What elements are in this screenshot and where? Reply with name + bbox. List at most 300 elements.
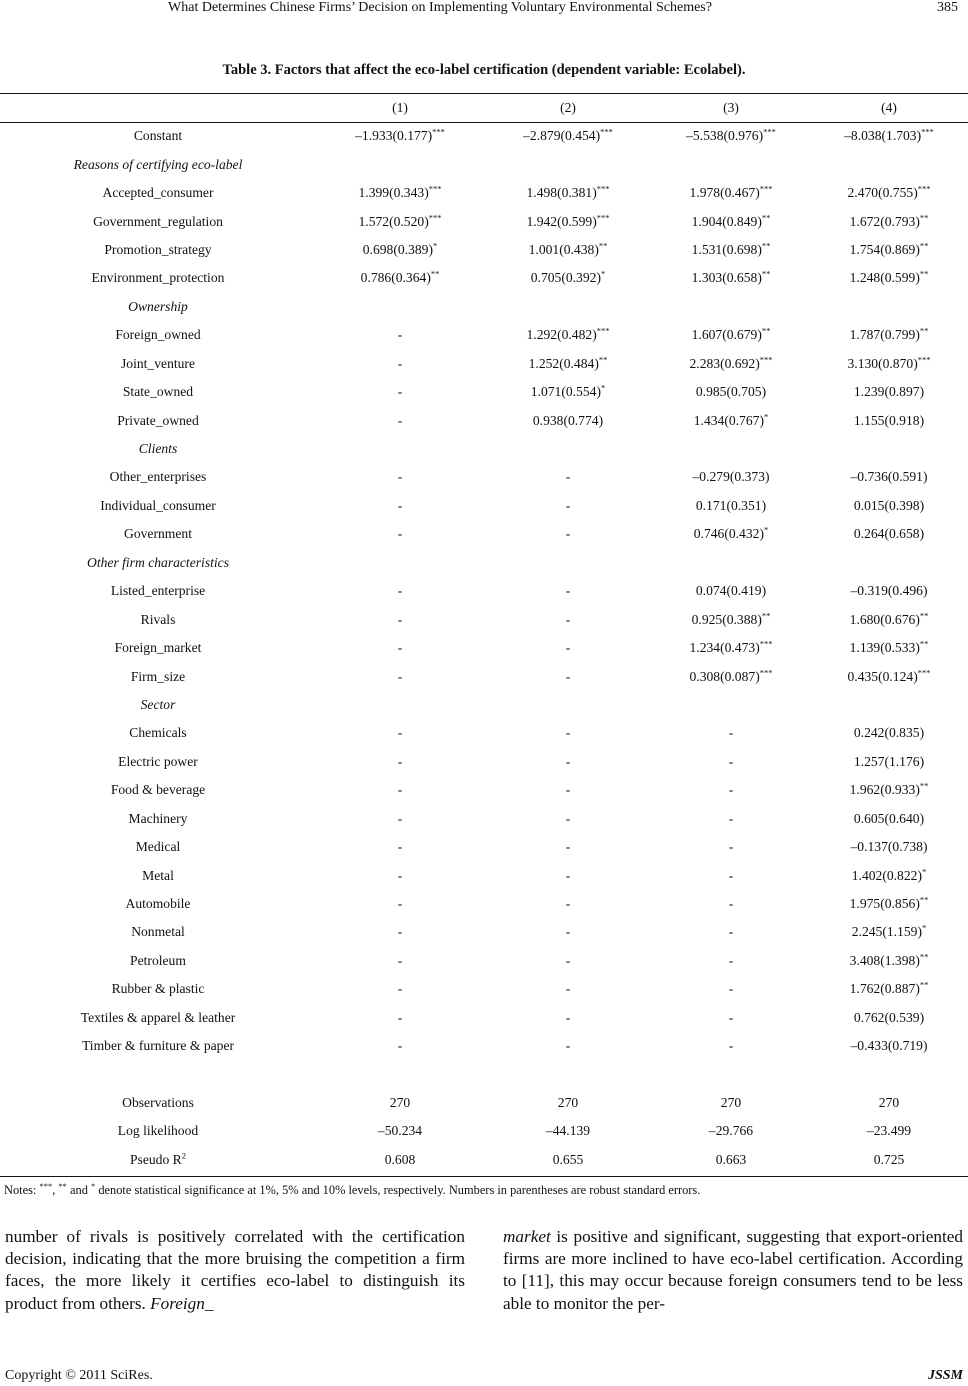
coefficient-cell <box>316 605 484 633</box>
coefficient-cell <box>316 1117 484 1145</box>
cell-value: - <box>565 753 571 769</box>
section-label <box>0 549 316 577</box>
row-label <box>0 1032 316 1060</box>
cell-value: 1.904(0.849) <box>691 213 762 229</box>
row-label-text: Government_regulation <box>93 213 223 229</box>
coefficient-cell <box>652 918 810 946</box>
coefficient-cell <box>652 805 810 833</box>
row-label-text: Rivals <box>140 611 176 627</box>
cell-value: - <box>565 497 571 513</box>
cell-value: 1.531(0.698) <box>691 241 762 257</box>
cell-value: 1.434(0.767) <box>693 412 764 428</box>
coefficient-cell <box>652 492 810 520</box>
coefficient-cell <box>316 1004 484 1032</box>
section-label <box>0 435 316 463</box>
cell-value: - <box>397 725 403 741</box>
cell-value: - <box>397 327 403 343</box>
row-label <box>0 1088 316 1116</box>
significance-marker: * <box>763 411 769 422</box>
row-label-text: Ownership <box>128 298 188 314</box>
significance-marker: * <box>763 524 769 535</box>
coefficient-cell <box>810 492 968 520</box>
coefficient-cell <box>652 1004 810 1032</box>
coefficient-cell <box>316 122 484 150</box>
coefficient-cell <box>316 236 484 264</box>
row-label-text: Government <box>124 526 192 542</box>
coefficient-cell <box>652 1032 810 1060</box>
cell-value: –50.234 <box>377 1123 423 1139</box>
coefficient-cell <box>316 833 484 861</box>
row-label-text: Other_enterprises <box>109 469 207 485</box>
table-row <box>0 236 968 264</box>
cell-value: 270 <box>720 1094 742 1110</box>
cell-value: - <box>397 640 403 656</box>
coefficient-cell <box>652 748 810 776</box>
cell-value: 1.234(0.473) <box>689 640 760 656</box>
coefficient-cell <box>810 378 968 406</box>
coefficient-cell <box>316 805 484 833</box>
significance-marker: *** <box>596 212 610 222</box>
coefficient-cell <box>810 122 968 150</box>
row-label-text: Automobile <box>125 896 191 912</box>
coefficient-cell <box>484 975 652 1003</box>
coefficient-cell <box>810 776 968 804</box>
significance-marker: *** <box>917 183 931 194</box>
cell-value: –8.038(1.703) <box>844 128 922 144</box>
copyright: Copyright © 2011 SciRes. <box>5 1368 153 1383</box>
cell-value: –0.433(0.719) <box>850 1038 928 1054</box>
cell-value: - <box>565 1038 571 1054</box>
cell-value: 1.572(0.520) <box>358 213 429 229</box>
cell-value: 2.470(0.755) <box>847 185 918 201</box>
cell-value: 1.001(0.438) <box>528 241 599 257</box>
cell-value: 1.787(0.799) <box>849 327 920 343</box>
coefficient-cell <box>652 1145 810 1173</box>
coefficient-cell <box>810 833 968 861</box>
cell-value: –5.538(0.976) <box>686 128 764 144</box>
cell-value: –44.139 <box>545 1123 591 1139</box>
cell-value: 1.071(0.554) <box>530 384 601 400</box>
cell-value: 0.608 <box>384 1151 416 1167</box>
coefficient-cell <box>810 207 968 235</box>
significance-marker: *** <box>428 183 442 194</box>
coefficient-cell <box>810 634 968 662</box>
row-label <box>0 1145 316 1173</box>
row-label-text: Listed_enterprise <box>110 583 206 599</box>
coefficient-cell <box>316 776 484 804</box>
empty-cell <box>652 435 810 463</box>
table-row <box>0 406 968 434</box>
cell-value: - <box>397 526 403 542</box>
cell-value: 3.130(0.870) <box>847 355 918 371</box>
body-column-right <box>503 1226 963 1315</box>
cell-value: - <box>565 640 571 656</box>
empty-cell <box>652 150 810 178</box>
coefficient-cell <box>484 662 652 690</box>
row-label <box>0 520 316 548</box>
cell-value: - <box>397 896 403 912</box>
coefficient-cell <box>316 520 484 548</box>
notes-sig-10pct: * <box>91 1180 96 1191</box>
coefficient-cell <box>652 605 810 633</box>
cell-value: 2.283(0.692) <box>689 355 760 371</box>
coefficient-cell <box>652 463 810 491</box>
significance-marker: *** <box>917 354 931 365</box>
cell-value: 0.746(0.432) <box>693 526 764 542</box>
table-row <box>0 378 968 406</box>
cell-value: 0.435(0.124) <box>847 668 918 684</box>
coefficient-cell <box>316 207 484 235</box>
cell-value: 1.978(0.467) <box>689 185 760 201</box>
row-label <box>0 861 316 889</box>
significance-marker: ** <box>761 268 771 279</box>
cell-value: 1.257(1.176) <box>853 753 925 769</box>
coefficient-cell <box>484 605 652 633</box>
cell-value: 0.655 <box>552 1151 584 1167</box>
row-label <box>0 947 316 975</box>
coefficient-cell <box>484 719 652 747</box>
body-italic-term: Foreign_ <box>150 1293 214 1313</box>
significance-marker: *** <box>596 325 610 336</box>
table-caption: Table 3. Factors that affect the eco-label certification (dependent variable: Ecolabel). <box>222 62 746 78</box>
significance-marker: ** <box>919 610 929 621</box>
coefficient-cell <box>652 207 810 235</box>
row-label <box>0 378 316 406</box>
row-label-text: Rubber & plastic <box>111 981 205 997</box>
significance-marker: *** <box>917 667 931 677</box>
notes-sig-1pct: *** <box>39 1180 53 1191</box>
cell-value: 1.292(0.482) <box>526 327 597 343</box>
cell-value: - <box>397 952 403 968</box>
coefficient-cell <box>652 634 810 662</box>
significance-marker: ** <box>598 354 608 365</box>
significance-marker: *** <box>763 126 776 137</box>
cell-value: –0.736(0.591) <box>850 469 928 485</box>
coefficient-cell <box>652 975 810 1003</box>
cell-value: 0.308(0.087) <box>689 668 760 684</box>
row-label <box>0 350 316 378</box>
column-header: (2) <box>560 100 576 115</box>
cell-value: - <box>397 810 403 826</box>
cell-value: 0.663 <box>715 1151 747 1167</box>
significance-marker: ** <box>761 240 771 251</box>
cell-value: - <box>728 1038 734 1054</box>
significance-marker: * <box>921 866 927 877</box>
empty-cell <box>810 293 968 321</box>
cell-value: 0.762(0.539) <box>853 1009 925 1025</box>
body-paragraph <box>503 1226 963 1315</box>
row-label-text: Food & beverage <box>110 782 206 798</box>
coefficient-cell <box>484 947 652 975</box>
coefficient-cell <box>484 1088 652 1116</box>
coefficient-cell <box>810 947 968 975</box>
significance-marker: ** <box>761 610 771 621</box>
cell-value: - <box>397 668 403 684</box>
coefficient-cell <box>652 350 810 378</box>
coefficient-cell <box>652 236 810 264</box>
row-label <box>0 1004 316 1032</box>
significance-marker: ** <box>919 638 929 649</box>
row-label-text: Other firm characteristics <box>87 554 229 570</box>
notes-text: denote statistical significance at 1%, 5% and 10% levels, respectively. Numbers in parentheses are robust standard errors. <box>95 1183 701 1197</box>
coefficient-cell <box>810 1088 968 1116</box>
row-label <box>0 207 316 235</box>
empty-cell <box>652 549 810 577</box>
coefficient-cell <box>810 662 968 690</box>
coefficient-cell <box>316 577 484 605</box>
cell-value: - <box>728 867 734 883</box>
body-column-left <box>5 1226 465 1315</box>
cell-value: –29.766 <box>708 1123 754 1139</box>
cell-value: - <box>397 867 403 883</box>
row-label-text: Environment_protection <box>91 270 225 286</box>
section-label <box>0 293 316 321</box>
cell-value: 1.754(0.869) <box>849 241 920 257</box>
coefficient-cell <box>810 719 968 747</box>
significance-marker: ** <box>919 212 929 222</box>
row-label <box>0 634 316 662</box>
row-label <box>0 406 316 434</box>
cell-value: - <box>565 867 571 883</box>
cell-value: 1.239(0.897) <box>853 384 925 400</box>
coefficient-cell <box>316 406 484 434</box>
table-row <box>0 662 968 690</box>
cell-value: - <box>397 1038 403 1054</box>
coefficient-cell <box>484 236 652 264</box>
cell-value: 0.786(0.364) <box>360 270 431 286</box>
cell-value: 1.672(0.793) <box>849 213 920 229</box>
coefficient-cell <box>316 350 484 378</box>
cell-value: - <box>565 839 571 855</box>
coefficient-cell <box>652 947 810 975</box>
row-label-text: Accepted_consumer <box>102 185 214 201</box>
row-label <box>0 833 316 861</box>
cell-value: 0.074(0.419) <box>695 583 767 599</box>
row-label <box>0 719 316 747</box>
coefficient-cell <box>484 378 652 406</box>
significance-marker: *** <box>921 126 934 137</box>
cell-value: 1.303(0.658) <box>691 270 762 286</box>
row-label-text: Promotion_strategy <box>104 241 212 257</box>
body-text: is positive and significant, suggesting that export-oriented firms are more inclined to have eco-label certification. According to [11], this may occur because foreign consumers tend to be less able to monitor the per- <box>503 1227 963 1313</box>
table-row <box>0 947 968 975</box>
coefficient-cell <box>484 861 652 889</box>
row-label <box>0 492 316 520</box>
coefficient-cell <box>316 1088 484 1116</box>
cell-value: - <box>565 526 571 542</box>
table-row <box>0 577 968 605</box>
table-row <box>0 207 968 235</box>
coefficient-cell <box>810 236 968 264</box>
cell-value: - <box>565 810 571 826</box>
empty-cell <box>652 293 810 321</box>
coefficient-cell <box>652 406 810 434</box>
cell-value: 270 <box>878 1094 900 1110</box>
coefficient-cell <box>484 179 652 207</box>
coefficient-cell <box>810 805 968 833</box>
coefficient-cell <box>810 918 968 946</box>
significance-marker: ** <box>919 325 929 336</box>
cell-value: - <box>397 497 403 513</box>
cell-value: - <box>728 839 734 855</box>
cell-value: - <box>565 981 571 997</box>
row-label-text: Electric power <box>118 753 198 769</box>
coefficient-cell <box>810 463 968 491</box>
table-row <box>0 833 968 861</box>
coefficient-cell <box>484 748 652 776</box>
table-row <box>0 634 968 662</box>
cell-value: 0.925(0.388) <box>691 611 762 627</box>
empty-cell <box>484 293 652 321</box>
cell-value: 1.248(0.599) <box>849 270 920 286</box>
significance-marker: * <box>432 240 438 251</box>
cell-value: - <box>565 1009 571 1025</box>
row-label-text: Chemicals <box>129 725 187 741</box>
coefficient-cell <box>652 122 810 150</box>
cell-value: 1.252(0.484) <box>528 355 599 371</box>
cell-value: - <box>728 753 734 769</box>
row-label-text: Foreign_market <box>114 640 202 656</box>
row-label-text: Metal <box>142 867 174 883</box>
cell-value: - <box>397 782 403 798</box>
coefficient-cell <box>484 833 652 861</box>
body-italic-term: market <box>503 1227 551 1246</box>
cell-value: - <box>565 668 571 684</box>
cell-value: - <box>565 896 571 912</box>
coefficient-cell <box>810 350 968 378</box>
coefficient-cell <box>484 634 652 662</box>
cell-value: - <box>397 753 403 769</box>
cell-value: –0.279(0.373) <box>692 469 770 485</box>
coefficient-cell <box>484 122 652 150</box>
significance-marker: ** <box>919 951 929 962</box>
coefficient-cell <box>810 975 968 1003</box>
cell-value: 1.680(0.676) <box>849 611 920 627</box>
column-header: (1) <box>392 100 408 115</box>
label-superscript: 2 <box>181 1150 186 1160</box>
cell-value: 0.985(0.705) <box>695 384 767 400</box>
table-row <box>0 520 968 548</box>
cell-value: 0.171(0.351) <box>695 497 767 513</box>
cell-value: 0.725 <box>873 1151 905 1167</box>
empty-cell <box>484 549 652 577</box>
cell-value: 1.975(0.856) <box>849 896 920 912</box>
table-row <box>0 776 968 804</box>
cell-value: - <box>565 611 571 627</box>
coefficient-cell <box>652 776 810 804</box>
cell-value: –23.499 <box>866 1123 912 1139</box>
coefficient-cell <box>484 350 652 378</box>
significance-marker: ** <box>761 212 771 222</box>
significance-marker: ** <box>919 268 929 279</box>
coefficient-cell <box>810 406 968 434</box>
table-row <box>0 1032 968 1060</box>
cell-value: 1.607(0.679) <box>691 327 762 343</box>
empty-cell <box>484 150 652 178</box>
row-label-text: Log likelihood <box>117 1123 199 1139</box>
cell-value: - <box>728 896 734 912</box>
header-blank <box>0 94 316 122</box>
coefficient-cell <box>316 748 484 776</box>
coefficient-cell <box>484 918 652 946</box>
coefficient-cell <box>484 890 652 918</box>
significance-marker: *** <box>759 183 773 194</box>
row-label-text: Constant <box>133 128 183 144</box>
cell-value: –0.137(0.738) <box>850 839 928 855</box>
coefficient-cell <box>316 179 484 207</box>
coefficient-cell <box>484 492 652 520</box>
cell-value: - <box>397 412 403 428</box>
cell-value: - <box>397 469 403 485</box>
coefficient-cell <box>652 378 810 406</box>
cell-value: 1.155(0.918) <box>853 412 925 428</box>
notes-separator: , <box>52 1183 59 1197</box>
coefficient-cell <box>316 719 484 747</box>
coefficient-cell <box>810 520 968 548</box>
significance-marker: ** <box>919 979 929 990</box>
cell-value: - <box>565 583 571 599</box>
row-label-text: Foreign_owned <box>115 327 201 343</box>
cell-value: –2.879(0.454) <box>523 128 601 144</box>
row-label <box>0 918 316 946</box>
coefficient-cell <box>484 1145 652 1173</box>
coefficient-cell <box>316 492 484 520</box>
coefficient-cell <box>810 861 968 889</box>
row-label-text: Pseudo R <box>130 1151 182 1167</box>
row-label <box>0 1117 316 1145</box>
cell-value: 0.264(0.658) <box>853 526 925 542</box>
table-row <box>0 350 968 378</box>
table-row <box>0 179 968 207</box>
empty-cell <box>316 435 484 463</box>
coefficient-cell <box>316 975 484 1003</box>
cell-value: 0.015(0.398) <box>853 497 925 513</box>
cell-value: - <box>565 725 571 741</box>
cell-value: - <box>397 611 403 627</box>
coefficient-cell <box>810 321 968 349</box>
coefficient-cell <box>316 918 484 946</box>
cell-value: 3.408(1.398) <box>849 952 920 968</box>
cell-value: - <box>728 810 734 826</box>
cell-value: 0.705(0.392) <box>530 270 601 286</box>
row-label-text: Sector <box>140 696 176 712</box>
significance-marker: * <box>921 922 927 933</box>
cell-value: - <box>728 952 734 968</box>
row-label-text: Clients <box>138 441 178 457</box>
coefficient-cell <box>652 577 810 605</box>
coefficient-cell <box>652 264 810 292</box>
table-row <box>0 1117 968 1145</box>
empty-cell <box>316 150 484 178</box>
row-label <box>0 805 316 833</box>
coefficient-cell <box>316 264 484 292</box>
row-label-text: Observations <box>122 1094 194 1110</box>
spacer-cell <box>0 1060 968 1088</box>
coefficient-cell <box>652 662 810 690</box>
coefficient-cell <box>810 264 968 292</box>
cell-value: - <box>565 924 571 940</box>
cell-value: - <box>565 952 571 968</box>
coefficient-cell <box>652 179 810 207</box>
table-row <box>0 463 968 491</box>
row-label-text: Textiles & apparel & leather <box>80 1009 236 1025</box>
coefficient-cell <box>652 1117 810 1145</box>
significance-marker: ** <box>919 894 929 905</box>
coefficient-cell <box>652 1088 810 1116</box>
coefficient-cell <box>316 861 484 889</box>
cell-value: 1.498(0.381) <box>526 185 597 201</box>
coefficient-cell <box>810 1145 968 1173</box>
